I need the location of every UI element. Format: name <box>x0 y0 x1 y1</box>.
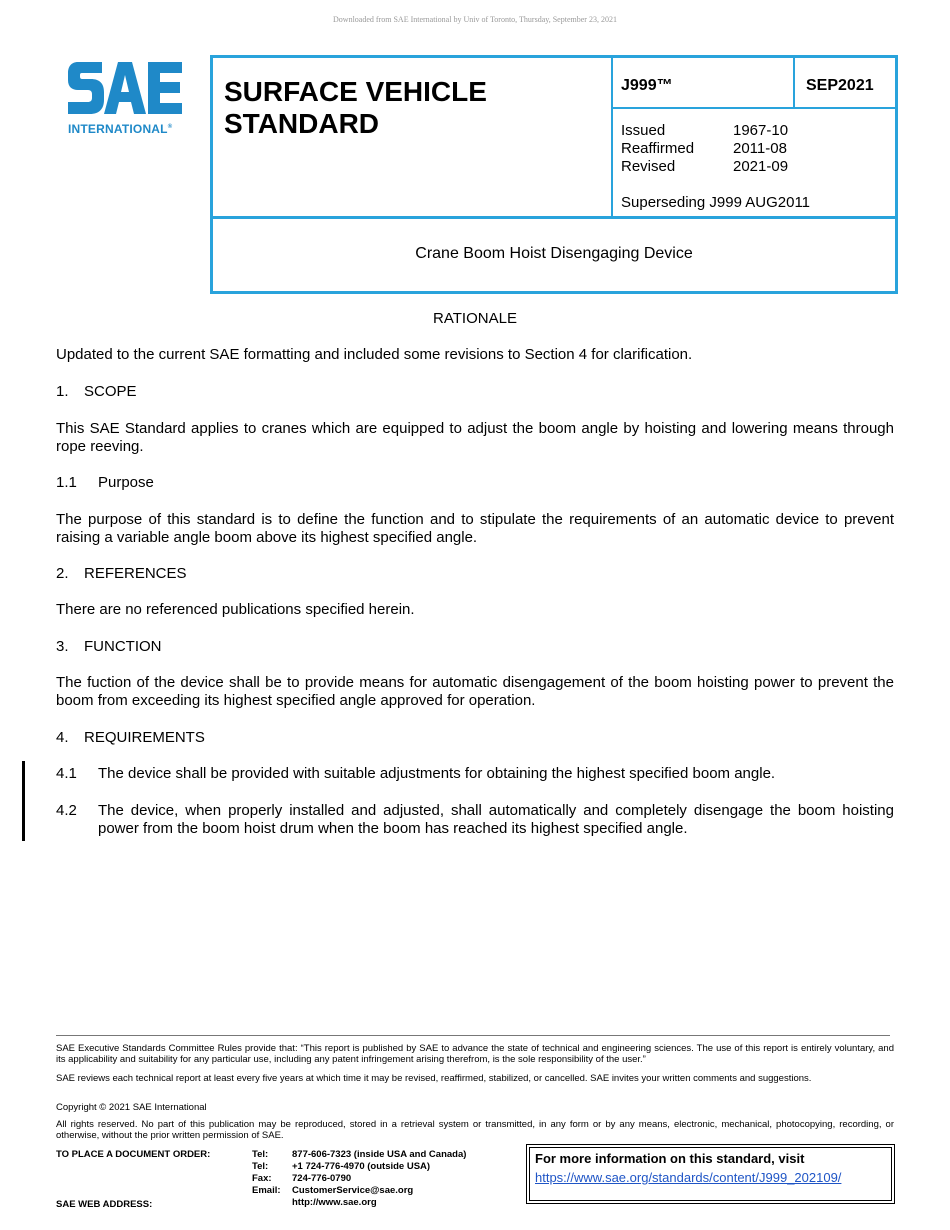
download-note: Downloaded from SAE International by Univ of Toronto, Thursday, September 23, 2021 <box>333 15 617 24</box>
info-heading: For more information on this standard, visit <box>535 1151 805 1166</box>
requirement-text: The device shall be provided with suitable adjustments for obtaining the highest specified boom angle. <box>98 765 776 782</box>
contact-row <box>252 1173 466 1185</box>
contact-row <box>252 1197 466 1209</box>
contact-key: Tel: <box>252 1149 269 1160</box>
footer-rule <box>56 1035 890 1036</box>
date-value: 2021-09 <box>733 158 789 175</box>
order-label: TO PLACE A DOCUMENT ORDER: <box>56 1149 211 1160</box>
section-number: 4.1 <box>56 765 77 782</box>
email-link[interactable]: CustomerService@sae.org <box>292 1185 414 1196</box>
date-label: Reaffirmed <box>621 140 695 157</box>
contact-row <box>252 1185 466 1197</box>
section-title: Purpose <box>98 474 154 491</box>
rights-notice: All rights reserved. No part of this publication may be reproduced, stored in a retrieval system or transmitted, in any form or by any means, electronic, mechanical, photocopying, recording, or otherwise, without the prior written permission of SAE. <box>56 1119 894 1141</box>
logo-subtitle: INTERNATIONAL® <box>68 122 173 136</box>
issued-row <box>621 122 788 140</box>
section-number: 4.2 <box>56 802 77 819</box>
section-number: 4. <box>56 729 69 746</box>
review-notice: SAE reviews each technical report at least every five years at which time it may be revised, reaffirmed, stabilized, or cancelled. SAE invites your written comments and suggestions. <box>56 1073 812 1084</box>
section-heading <box>56 383 137 401</box>
section-number: 1.1 <box>56 474 77 491</box>
document-number: J999™ <box>621 77 673 94</box>
date-value: 1967-10 <box>733 122 789 139</box>
section-title: REQUIREMENTS <box>84 729 205 746</box>
contact-row <box>252 1161 466 1173</box>
contact-key: Email: <box>252 1185 281 1196</box>
section-number: 2. <box>56 565 69 582</box>
header-divider <box>611 58 613 218</box>
document-date: SEP2021 <box>806 77 874 94</box>
section-title: REFERENCES <box>84 565 187 582</box>
contact-row <box>252 1149 466 1161</box>
rationale-text: Updated to the current SAE formatting and included some revisions to Section 4 for clarification. <box>56 346 693 363</box>
subsection-heading <box>56 474 154 492</box>
section-number: 3. <box>56 638 69 655</box>
function-text: The fuction of the device shall be to provide means for automatic disengagement of the boom hoisting power to prevent the boom from exceeding its highest specified angle approved for operation. <box>56 674 894 709</box>
requirement-item <box>56 802 894 838</box>
contact-value: +1 724-776-4970 (outside USA) <box>292 1161 431 1172</box>
web-address-label: SAE WEB ADDRESS: <box>56 1199 153 1210</box>
website-link[interactable]: http://www.sae.org <box>292 1197 377 1208</box>
contact-key: Tel: <box>252 1161 269 1172</box>
rationale-heading: RATIONALE <box>433 310 517 327</box>
section-title: SCOPE <box>84 383 137 400</box>
header-divider <box>793 58 795 109</box>
header-divider <box>613 107 895 109</box>
references-text: There are no referenced publications specified herein. <box>56 601 415 618</box>
standard-link[interactable]: https://www.sae.org/standards/content/J999_202109/ <box>535 1170 842 1185</box>
document-type: SURFACE VEHICLE STANDARD <box>224 76 487 139</box>
section-heading <box>56 565 187 583</box>
logo-letter-e <box>148 62 182 114</box>
header-divider <box>213 216 895 219</box>
contact-list <box>252 1149 466 1209</box>
section-heading <box>56 729 205 747</box>
revised-row <box>621 158 788 176</box>
committee-rules: SAE Executive Standards Committee Rules provide that: “This report is published by SAE to advance the state of technical and engineering sciences. The use of this report is entirely voluntary, and its applicability and suitability for any particular use, including any patent infringement arising therefrom, is the sole responsibility of the user.” <box>56 1043 894 1065</box>
contact-key <box>252 1197 292 1209</box>
contact-key: Fax: <box>252 1173 272 1184</box>
contact-value: 724-776-0790 <box>292 1173 352 1184</box>
date-label: Revised <box>621 158 676 175</box>
purpose-text: The purpose of this standard is to define the function and to stipulate the requirements of an automatic device to prevent raising a variable angle boom above its highest specified angle. <box>56 511 894 546</box>
change-bar <box>22 761 25 841</box>
requirement-item <box>56 765 894 783</box>
logo-letter-s <box>68 62 104 114</box>
requirement-text: The device, when properly installed and adjusted, shall automatically and completely disengage the boom hoisting power from the boom hoist drum when the boom has reached its highest specified angle. <box>98 802 894 837</box>
document-title: Crane Boom Hoist Disengaging Device <box>415 245 693 262</box>
revision-dates <box>621 122 788 176</box>
reaffirmed-row <box>621 140 788 158</box>
date-value: 2011-08 <box>733 140 787 157</box>
logo-letter-a <box>104 62 146 114</box>
contact-value: 877-606-7323 (inside USA and Canada) <box>292 1149 467 1160</box>
date-label: Issued <box>621 122 666 139</box>
copyright: Copyright © 2021 SAE International <box>56 1102 207 1113</box>
superseding: Superseding J999 AUG2011 <box>621 194 811 211</box>
section-heading <box>56 638 162 656</box>
scope-text: This SAE Standard applies to cranes which are equipped to adjust the boom angle by hoisting and lowering means through rope reeving. <box>56 420 894 455</box>
section-title: FUNCTION <box>84 638 162 655</box>
section-number: 1. <box>56 383 69 400</box>
